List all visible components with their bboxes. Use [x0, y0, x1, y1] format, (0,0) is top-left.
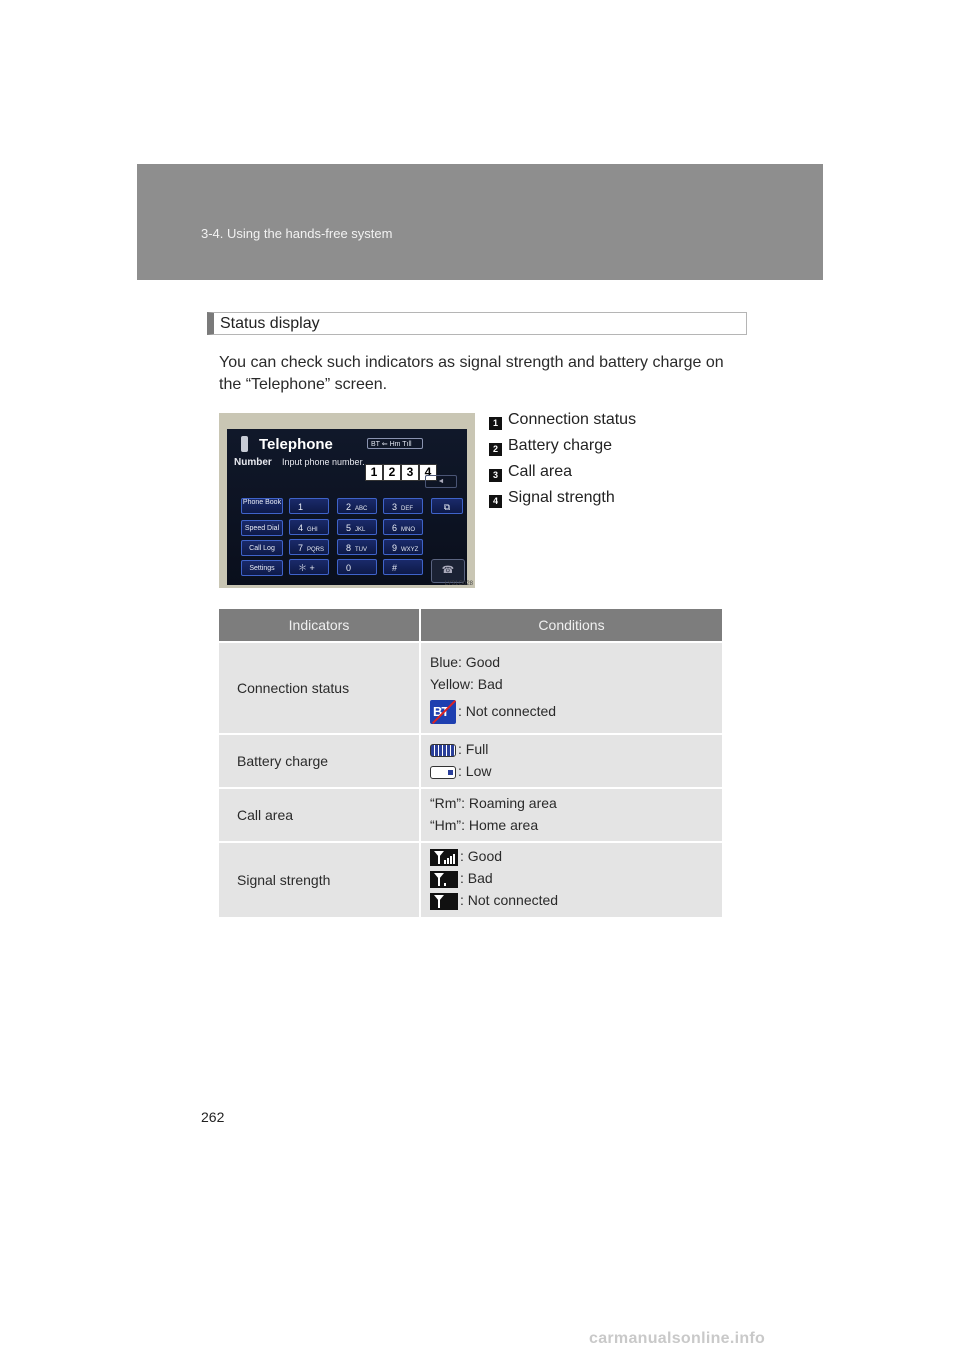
key-9[interactable]: 9 WXYZ [383, 539, 423, 555]
signal-none-icon [430, 893, 458, 910]
callout-4: 4 [419, 464, 437, 481]
key-hash[interactable]: # [383, 559, 423, 575]
number-label: Number [234, 457, 272, 468]
hang-up-icon[interactable]: ☎ [431, 559, 465, 583]
condition-line [430, 845, 722, 867]
legend-label: Connection status [508, 411, 637, 428]
screen-display [227, 429, 467, 585]
image-code: LY31G028 [444, 581, 473, 587]
indicator-cell: Call area [219, 788, 420, 842]
signal-good-icon [430, 849, 458, 866]
conditions-cell [420, 734, 722, 788]
settings-button[interactable]: Settings [241, 560, 283, 576]
section-title: Status display [220, 315, 320, 332]
condition-text: : Low [458, 763, 492, 779]
key-7[interactable]: 7 PQRS [289, 539, 329, 555]
key-star[interactable]: ＊ + [289, 559, 329, 575]
callout-1: 1 [365, 464, 383, 481]
call-log-button[interactable]: Call Log [241, 540, 283, 556]
legend-number: 3 [489, 469, 502, 482]
conditions-cell [420, 842, 722, 917]
indicators-table [219, 609, 722, 917]
callout-3: 3 [401, 464, 419, 481]
table-row [219, 788, 722, 842]
legend-label: Signal strength [508, 489, 615, 506]
header-band [137, 164, 823, 280]
phone-number-input[interactable]: Input phone number. [282, 457, 365, 467]
condition-line [430, 889, 722, 911]
condition-text: : Not connected [458, 703, 557, 719]
status-indicator-bar: BT ⇐ Hm Tıll [367, 438, 423, 449]
intro-paragraph: You can check such indicators as signal strength and battery charge on the “Telephone” screen. [219, 354, 724, 393]
legend-number: 4 [489, 495, 502, 508]
table-row [219, 734, 722, 788]
column-header-conditions: Conditions [420, 609, 722, 642]
condition-text: : Good [460, 848, 503, 864]
battery-full-icon [430, 744, 456, 757]
backspace-button[interactable]: ◄ [425, 475, 457, 488]
speed-dial-button[interactable]: Speed Dial [241, 520, 283, 536]
key-6[interactable]: 6 MNO [383, 519, 423, 535]
window-toggle-button[interactable]: ⧉ [431, 498, 463, 514]
page-number: 262 [201, 1109, 225, 1125]
condition-line [430, 738, 722, 760]
key-2[interactable]: 2 ABC [337, 498, 377, 514]
condition-line [430, 867, 722, 889]
watermark: carmanualsonline.info [589, 1330, 766, 1347]
column-header-indicators: Indicators [219, 609, 420, 642]
condition-text: “Hm”: Home area [430, 817, 539, 833]
condition-text: : Not connected [460, 892, 559, 908]
condition-line [430, 760, 722, 782]
key-8[interactable]: 8 TUV [337, 539, 377, 555]
bluetooth-disconnected-icon: BT [430, 700, 456, 724]
key-0[interactable]: 0 [337, 559, 377, 575]
signal-bad-icon [430, 871, 458, 888]
legend-label: Call area [508, 463, 573, 480]
screen-title: Telephone [259, 436, 333, 453]
key-4[interactable]: 4 GHI [289, 519, 329, 535]
phone-book-button[interactable]: Phone Book [241, 498, 283, 514]
condition-text: “Rm”: Roaming area [430, 795, 557, 811]
legend-label: Battery charge [508, 437, 613, 454]
section-breadcrumb: 3-4. Using the hands-free system [201, 226, 393, 241]
condition-text: Blue: Good [430, 654, 501, 670]
condition-text: : Bad [460, 870, 493, 886]
key-1[interactable]: 1 [289, 498, 329, 514]
battery-low-icon [430, 766, 456, 779]
table-row [219, 642, 722, 734]
key-5[interactable]: 5 JKL [337, 519, 377, 535]
indicator-cell: Battery charge [219, 734, 420, 788]
key-3[interactable]: 3 DEF [383, 498, 423, 514]
conditions-cell [420, 642, 722, 734]
indicator-cell: Signal strength [219, 842, 420, 917]
section-title-bar [207, 312, 747, 335]
conditions-cell [420, 788, 722, 842]
legend-number: 1 [489, 417, 502, 430]
condition-line [430, 695, 722, 723]
condition-text: : Full [458, 741, 489, 757]
table-row [219, 842, 722, 917]
callout-2: 2 [383, 464, 401, 481]
condition-text: Yellow: Bad [430, 676, 503, 692]
phone-icon [241, 436, 248, 452]
legend-number: 2 [489, 443, 502, 456]
telephone-screen-image [219, 413, 475, 588]
indicator-cell: Connection status [219, 642, 420, 734]
